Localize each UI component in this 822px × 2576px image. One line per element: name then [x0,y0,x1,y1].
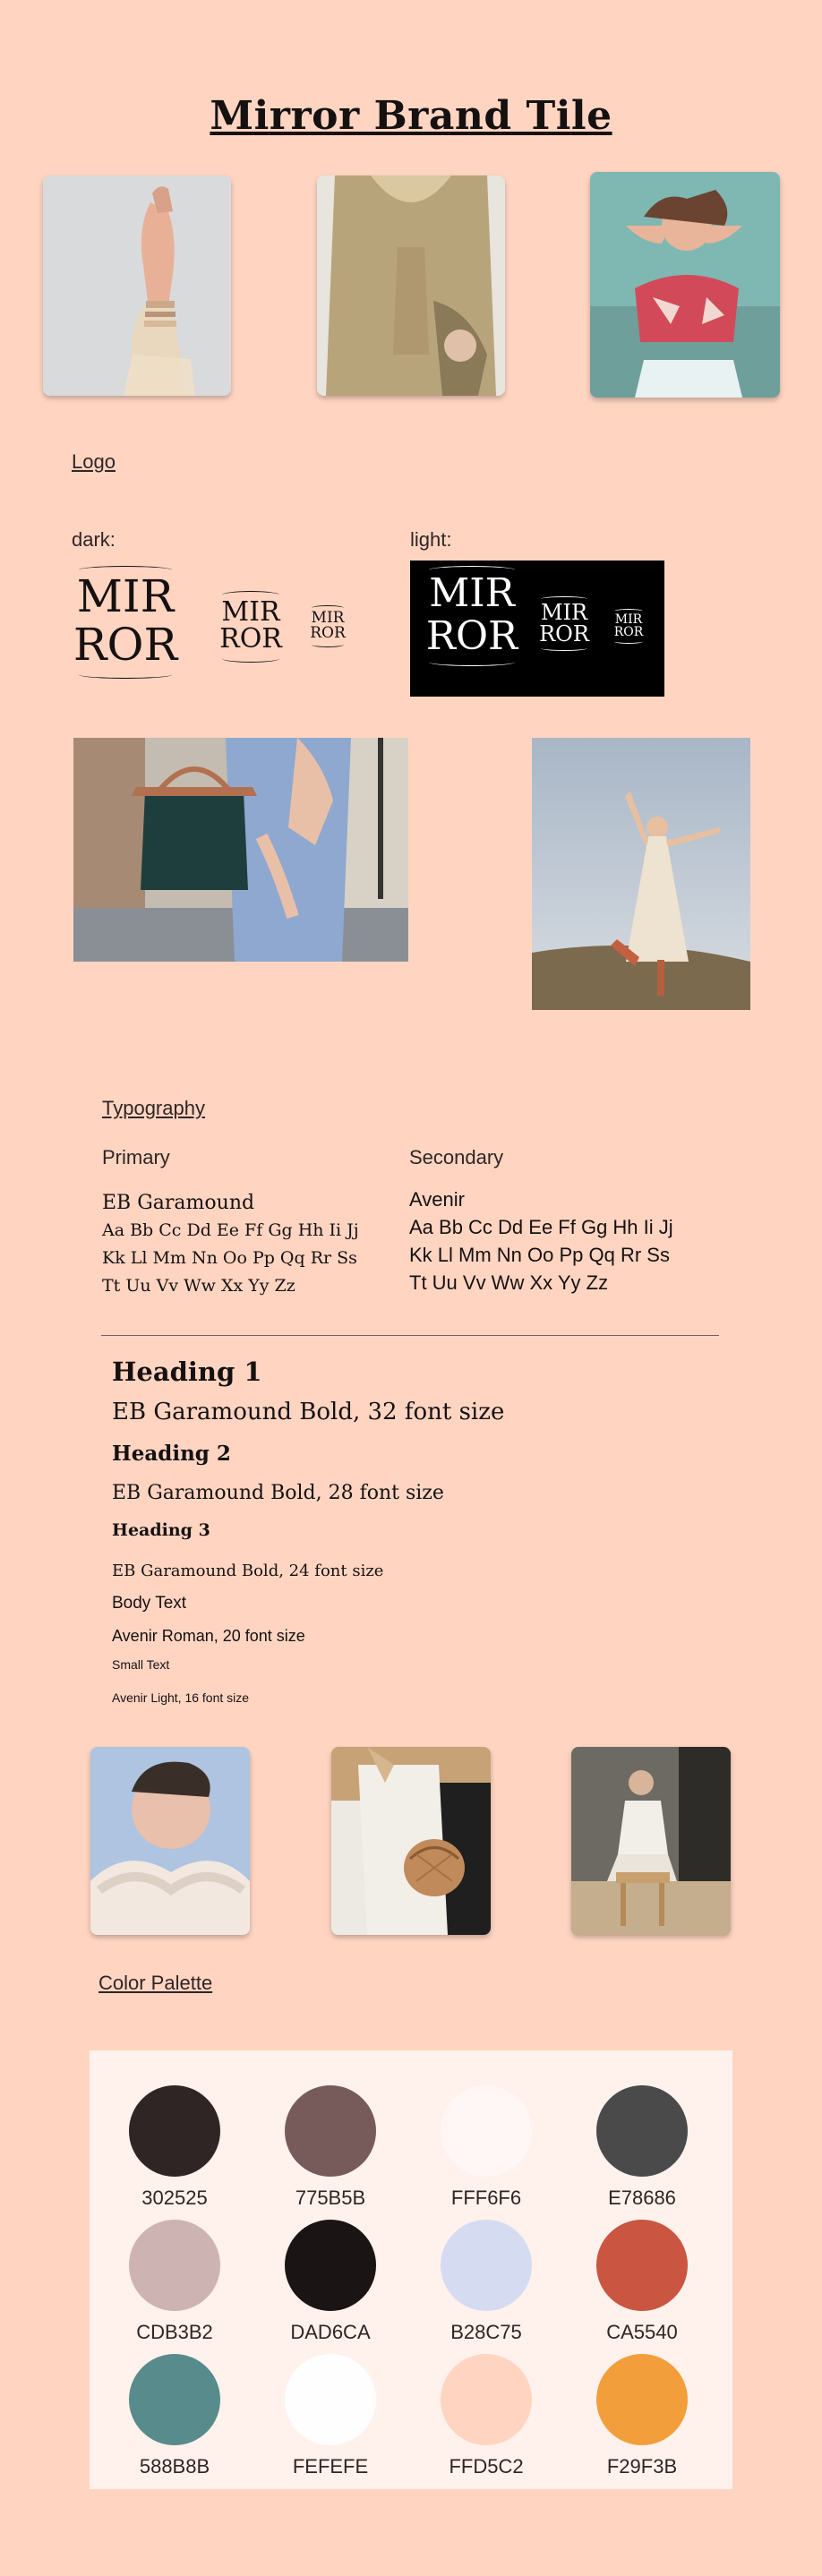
color-swatch-label: E78686 [608,2187,676,2209]
color-swatch-label: CDB3B2 [136,2321,213,2343]
color-swatch [285,2220,376,2311]
logo-dark-label: dark: [72,528,116,551]
color-swatch-label: CA5540 [606,2321,678,2343]
small-text-desc: Avenir Light, 16 font size [112,1690,250,1705]
logo-light-large: MIR ROR [423,566,521,691]
primary-font-line3: Tt Uu Vv Ww Xx Yy Zz [102,1276,295,1296]
color-swatch [441,2085,532,2177]
heading1-desc: EB Garamound Bold, 32 font size [112,1399,505,1425]
heading2-sample: Heading 2 [112,1442,231,1466]
page-title: Mirror Brand Tile [210,93,612,139]
typography-divider [101,1335,719,1336]
secondary-font-line1: Aa Bb Cc Dd Ee Ff Gg Hh Ii Jj [409,1216,673,1238]
secondary-font-name: Avenir [409,1188,465,1211]
color-swatch [129,2085,220,2177]
section-color-palette-link[interactable]: Color Palette [98,1972,213,1994]
photo-woman-white-dress [532,738,750,1010]
logo-light-medium: MIR ROR [535,596,593,664]
photo-wrist-bracelets [43,175,231,396]
color-swatch-label: 588B8B [139,2455,210,2478]
photo-woman-stool [571,1747,731,1935]
color-swatch [441,2354,532,2445]
color-swatch [129,2220,220,2311]
body-text-sample: Body Text [112,1594,187,1613]
logo-dark-medium: MIR ROR [215,591,287,672]
color-swatch [285,2354,376,2445]
logo-dark-small: MIR ROR [308,605,347,659]
section-typography-link[interactable]: Typography [102,1097,205,1119]
color-swatch-label: DAD6CA [290,2321,371,2343]
color-swatch-label: F29F3B [606,2455,678,2478]
color-swatch-label: FFD5C2 [449,2455,524,2478]
photo-straw-bag [331,1747,491,1935]
body-text-desc: Avenir Roman, 20 font size [112,1627,305,1645]
photo-lace-dress [317,175,505,396]
primary-label: Primary [102,1146,170,1168]
color-swatch-label: FEFEFE [292,2455,369,2478]
secondary-label: Secondary [409,1146,504,1168]
color-swatch [596,2220,688,2311]
logo-light-small: MIR ROR [611,609,646,654]
color-palette-panel [90,2050,732,2489]
primary-font-line2: Kk Ll Mm Nn Oo Pp Qq Rr Ss [102,1248,357,1268]
photo-man-fur [90,1747,250,1935]
primary-font-sample [102,1189,398,1300]
logo-light-box [410,561,664,697]
color-swatch [596,2085,688,2177]
color-swatch [441,2220,532,2311]
color-swatch-label: FFF6F6 [450,2187,522,2209]
photo-woman-floral-top [590,172,780,398]
color-swatch [596,2354,688,2445]
logo-dark-large: MIR ROR [70,566,181,700]
small-text-sample: Small Text [112,1657,170,1672]
section-logo-link[interactable]: Logo [72,450,116,473]
logo-light-label: light: [410,528,452,551]
secondary-font-line2: Kk Ll Mm Nn Oo Pp Qq Rr Ss [409,1244,670,1266]
heading3-sample: Heading 3 [112,1520,210,1540]
photo-green-handbag [73,738,408,962]
heading3-desc: EB Garamound Bold, 24 font size [112,1562,384,1580]
heading2-desc: EB Garamound Bold, 28 font size [112,1482,444,1504]
secondary-font-sample [409,1185,749,1297]
color-swatch-label: 302525 [141,2187,208,2209]
heading1-sample: Heading 1 [112,1356,262,1387]
color-swatch-label: B28C75 [450,2321,522,2343]
color-swatch [285,2085,376,2177]
color-swatch-label: 775B5B [295,2187,366,2209]
primary-font-name: EB Garamound [102,1192,255,1214]
secondary-font-line3: Tt Uu Vv Ww Xx Yy Zz [409,1271,609,1294]
primary-font-line1: Aa Bb Cc Dd Ee Ff Gg Hh Ii Jj [102,1220,359,1240]
color-swatch [129,2354,220,2445]
